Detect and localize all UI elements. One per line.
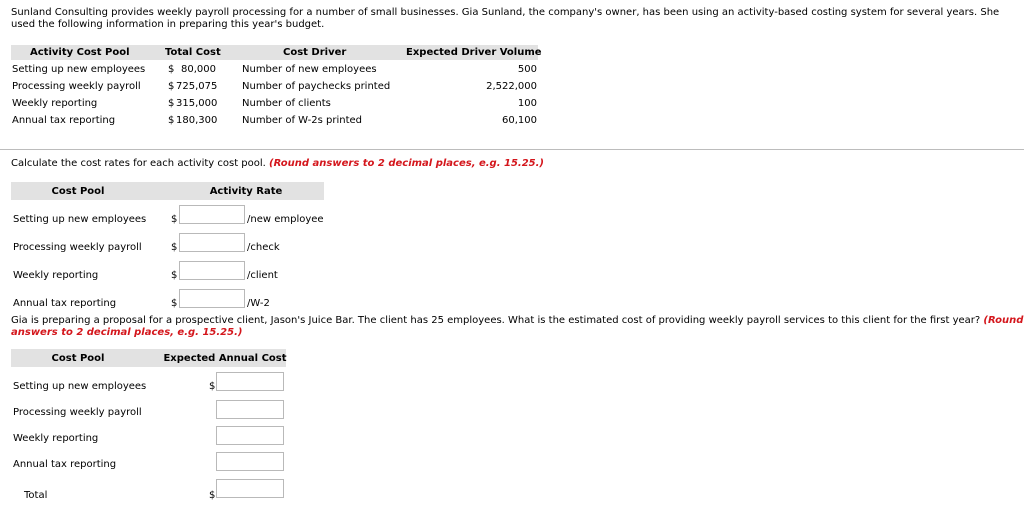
- currency-symbol: $: [171, 298, 178, 309]
- question-1-prompt: [11, 158, 544, 169]
- header-cost-pool: Cost Pool: [51, 186, 105, 197]
- currency-symbol: $: [168, 98, 175, 109]
- header-expected-annual-cost: Expected Annual Cost: [163, 353, 287, 364]
- rate-unit: /client: [247, 270, 278, 281]
- cost-row-label: Annual tax reporting: [13, 459, 117, 470]
- rate-input-processing[interactable]: [179, 233, 245, 252]
- cost-input-setting-up[interactable]: [216, 372, 284, 391]
- driver-volume-value: 500: [517, 64, 537, 75]
- header-activity-cost-pool: Activity Cost Pool: [30, 47, 130, 58]
- rate-unit: /new employee: [247, 214, 324, 225]
- section-divider: [0, 149, 1024, 150]
- table-row-pool: Processing weekly payroll: [12, 81, 141, 92]
- rate-row-label: Setting up new employees: [13, 214, 147, 225]
- total-cost-value: 725,075: [176, 81, 218, 92]
- cost-input-processing[interactable]: [216, 400, 284, 419]
- cost-driver-value: Number of W-2s printed: [242, 115, 363, 126]
- currency-symbol: $: [171, 270, 178, 281]
- table-row-pool: Setting up new employees: [12, 64, 146, 75]
- intro-paragraph: Sunland Consulting provides weekly payroll processing for a number of small businesses. Gia Sunland, the company's owner, has been using an activity-based costing system for several years. She used the following information in preparing this year's budget.: [11, 7, 1000, 30]
- header-cost-driver: Cost Driver: [283, 47, 347, 58]
- cost-driver-value: Number of new employees: [242, 64, 377, 75]
- rounding-note: (Round: [983, 315, 1024, 326]
- rate-input-setting-up[interactable]: [179, 205, 245, 224]
- currency-symbol: $: [209, 381, 216, 392]
- currency-symbol: $: [209, 490, 216, 501]
- cost-driver-value: Number of clients: [242, 98, 331, 109]
- cost-row-label: Weekly reporting: [13, 433, 99, 444]
- total-cost-value: 180,300: [176, 115, 218, 126]
- currency-symbol: $: [171, 214, 178, 225]
- rounding-note-continued: answers to 2 decimal places, e.g. 15.25.): [11, 327, 243, 338]
- currency-symbol: $: [168, 115, 175, 126]
- cost-input-weekly-reporting[interactable]: [216, 426, 284, 445]
- total-cost-input[interactable]: [216, 479, 284, 498]
- rate-row-label: Processing weekly payroll: [13, 242, 142, 253]
- header-activity-rate: Activity Rate: [209, 186, 283, 197]
- header-expected-driver-volume: Expected Driver Volume: [406, 47, 542, 58]
- question-2-prompt: [11, 315, 1023, 326]
- driver-volume-value: 2,522,000: [486, 81, 537, 92]
- rounding-note: (Round answers to 2 decimal places, e.g. 15.25.): [269, 158, 544, 169]
- cost-row-label: Processing weekly payroll: [13, 407, 142, 418]
- total-label: Total: [24, 490, 48, 501]
- currency-symbol: $: [168, 81, 175, 92]
- rate-input-weekly-reporting[interactable]: [179, 261, 245, 280]
- header-total-cost: Total Cost: [165, 47, 221, 58]
- rate-row-label: Weekly reporting: [13, 270, 99, 281]
- driver-volume-value: 60,100: [502, 115, 537, 126]
- table-row-pool: Annual tax reporting: [12, 115, 116, 126]
- rate-input-annual-tax[interactable]: [179, 289, 245, 308]
- cost-driver-value: Number of paychecks printed: [242, 81, 391, 92]
- driver-volume-value: 100: [517, 98, 537, 109]
- currency-symbol: $: [171, 242, 178, 253]
- cost-row-label: Setting up new employees: [13, 381, 147, 392]
- total-cost-value: 80,000: [181, 64, 216, 75]
- rate-unit: /W-2: [247, 298, 270, 309]
- table-row-pool: Weekly reporting: [12, 98, 98, 109]
- rate-row-label: Annual tax reporting: [13, 298, 117, 309]
- total-cost-value: 315,000: [176, 98, 218, 109]
- rate-unit: /check: [247, 242, 280, 253]
- cost-input-annual-tax[interactable]: [216, 452, 284, 471]
- question-1-text: Calculate the cost rates for each activity cost pool.: [11, 158, 266, 169]
- currency-symbol: $: [168, 64, 175, 75]
- header-cost-pool: Cost Pool: [51, 353, 105, 364]
- question-2-text: Gia is preparing a proposal for a prospective client, Jason's Juice Bar. The client has 25 employees. What is the estimated cost of providing weekly payroll services to this client for the first year?: [11, 315, 981, 326]
